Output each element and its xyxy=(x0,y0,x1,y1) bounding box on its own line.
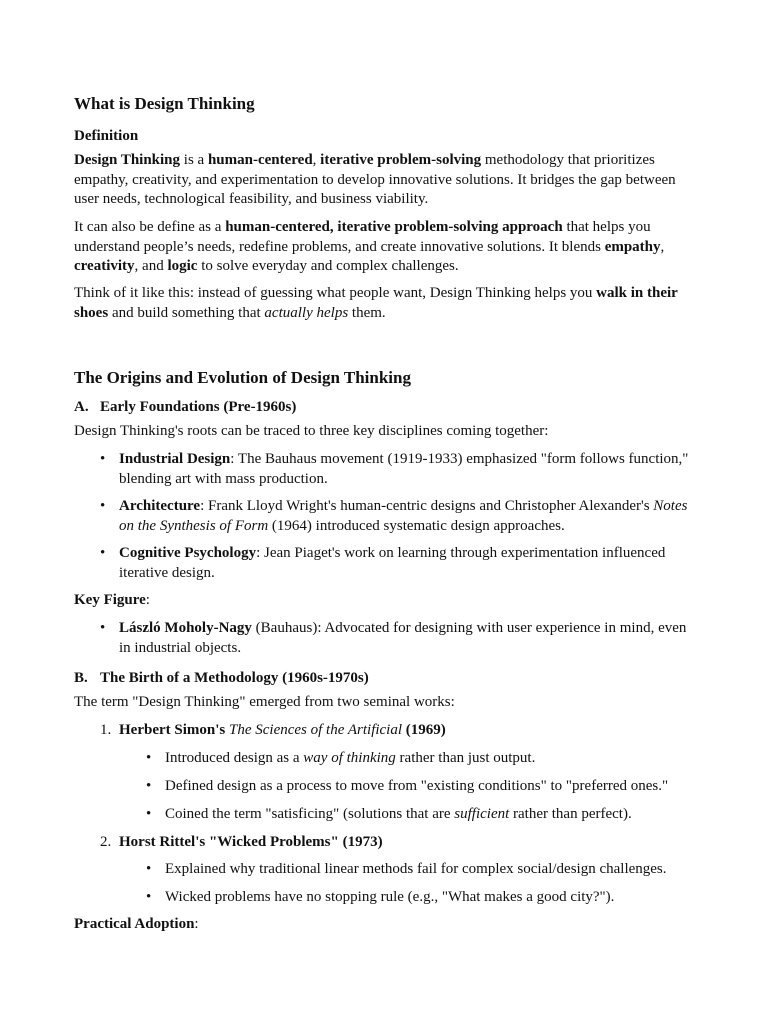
numbered-item-2: 2. Horst Rittel's "Wicked Problems" (1973) xyxy=(100,834,383,850)
definition-paragraph-1: Design Thinking is a human-centered, iterative problem-solving methodology that prioritizes empathy, creativity, and experimentation to develop innovative solutions. It bridges the gap between user needs, technological feasibility, and business viability. xyxy=(74,152,676,207)
list-item: • Coined the term "satisficing" (solutions that are sufficient rather than perfect). xyxy=(165,805,710,825)
bullet-icon: • xyxy=(146,861,152,877)
list-item: • Industrial Design: The Bauhaus movement (1919-1933) emphasized "form follows function," blending art with mass production. xyxy=(100,451,689,487)
list-item: • László Moholy-Nagy (Bauhaus): Advocated for designing with user experience in mind, even in industrial objects. xyxy=(100,620,687,656)
definition-paragraph-2: It can also be define as a human-centered, iterative problem-solving approach that helps you understand people’s needs, redefine problems, and create innovative solutions. It blends empathy, creativity, and logic to solve everyday and complex challenges. xyxy=(74,219,665,274)
bullet-icon: • xyxy=(146,778,152,794)
list-item: • Cognitive Psychology: Jean Piaget's work on learning through experimentation influenced iterative design. xyxy=(100,545,666,581)
bullet-icon: • xyxy=(100,620,106,636)
subsection-heading-a: A. Early Foundations (Pre-1960s) xyxy=(74,399,297,415)
list-item: • Architecture: Frank Lloyd Wright's human-centric designs and Christopher Alexander's Notes on the Synthesis of Form (1964) introduced systematic design approaches. xyxy=(100,498,688,534)
subsection-b-intro: The term "Design Thinking" emerged from two seminal works: xyxy=(74,694,455,710)
subsection-a-intro: Design Thinking's roots can be traced to three key disciplines coming together: xyxy=(74,423,549,439)
list-item: • Wicked problems have no stopping rule (e.g., "What makes a good city?"). xyxy=(165,888,710,908)
practical-adoption-label: Practical Adoption: xyxy=(74,916,199,932)
key-figure-label: Key Figure: xyxy=(74,592,150,608)
section-title-origins: The Origins and Evolution of Design Thinking xyxy=(74,368,411,387)
bullet-icon: • xyxy=(100,451,106,467)
list-item: • Explained why traditional linear methods fail for complex social/design challenges. xyxy=(165,860,710,880)
bullet-icon: • xyxy=(146,750,152,766)
bullet-icon: • xyxy=(146,806,152,822)
definition-heading: Definition xyxy=(74,128,139,144)
bullet-icon: • xyxy=(100,498,106,514)
subsection-heading-b: B. The Birth of a Methodology (1960s-1970s) xyxy=(74,670,369,686)
definition-paragraph-3: Think of it like this: instead of guessing what people want, Design Thinking helps you walk in their shoes and build something that actually helps them. xyxy=(74,285,678,321)
bullet-icon: • xyxy=(100,545,106,561)
bullet-icon: • xyxy=(146,889,152,905)
list-item: • Defined design as a process to move from "existing conditions" to "preferred ones." xyxy=(165,777,710,797)
list-item: • Introduced design as a way of thinking rather than just output. xyxy=(165,749,710,769)
section-title-what-is-design-thinking: What is Design Thinking xyxy=(74,94,255,113)
numbered-item-1: 1. Herbert Simon's The Sciences of the Artificial (1969) xyxy=(100,722,446,738)
